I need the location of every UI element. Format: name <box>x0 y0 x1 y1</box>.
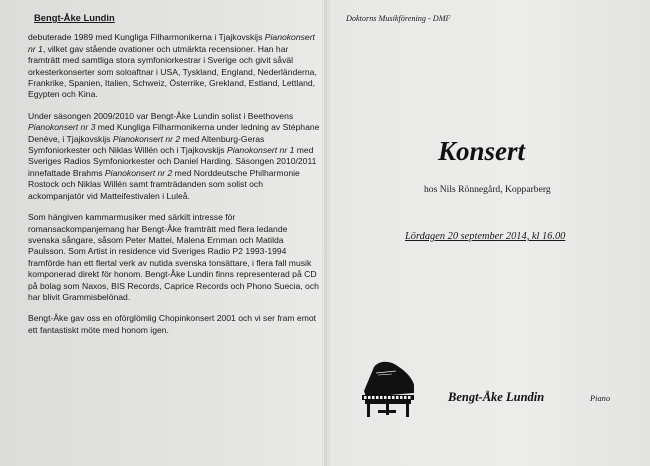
performer-name: Bengt-Åke Lundin <box>448 390 545 404</box>
concert-date: Lördagen 20 september 2014, kl 16.00 <box>405 231 566 242</box>
organization-name: Doktorns Musikförening - DMF <box>346 14 451 23</box>
concert-title: Konsert <box>438 136 526 166</box>
biography-paragraph-4: Bengt-Åke gav oss en oförglömlig Chopinkonsert 2001 och vi ser fram emot ett fantastiskt möte med honom igen. <box>28 313 317 335</box>
biography-paragraph-2: Under säsongen 2009/2010 var Bengt-Åke Lundin solist i Beethovens Pianokonsert nr 3 med Kungliga Filharmonikerna under ledning av Stéphane Denève, i Tjajkovskijs Pianokonsert nr 2 med Altenburg-Geras Symfoniorkester och Niklas Willén och i Tjajkovskijs Pianokonsert nr 1 med Sveriges Radios Symfoniorkester och Daniel Harding. Säsongen 2010/2011 innefattade Brahms Pianokonsert nr 2 med Norddeutsche Philharmonie Rostock och Niklas Willén samt framträdanden som solist och ackompanjatör vid Matteifestivalen i Luleå. <box>28 110 320 201</box>
grand-piano-icon <box>356 361 418 419</box>
page-fold <box>322 0 325 466</box>
biography-paragraph-3: Som hängiven kammarmusiker med särkilt intresse för romansackompanjemang har Bengt-Åke framträtt med flera ledande svenska sångare, såsom Peter Mattei, Malena Ernman och Matilda Paulsson. Som Artist in residence vid Sveriges Radio P2 1993-1994 framförde han ett flertal verk av nutida svenska tonsättare, i flera fall musik komponerad direkt för honom. Bengt-Åke Lundin finns representerad på CD på bolag som Naxos, BIS Records, Caprice Records och Phono Suecia, och har blivit Grammisbelönad. <box>28 212 319 302</box>
concert-venue: hos Nils Rönnegård, Kopparberg <box>424 184 551 195</box>
biography-paragraph-1: debuterade 1989 med Kungliga Filharmonikerna i Tjajkovskijs Pianokonsert nr 1, vilket gav stående ovationer och utmärkta recensioner. Han har framträtt med samtliga stora symfoniorkestrar i Sverige och givit såväl orkesterkonserter som soloaftnar i USA, Tyskland, England, Nederländerna, Frankrike, Spanien, Italien, Schweiz, Österrike, Grekland, Estland, Lettland, Egypten och Kina. <box>28 32 317 100</box>
left-page <box>28 12 320 346</box>
biography-heading: Bengt-Åke Lundin <box>34 12 115 23</box>
performer-instrument: Piano <box>590 394 611 403</box>
